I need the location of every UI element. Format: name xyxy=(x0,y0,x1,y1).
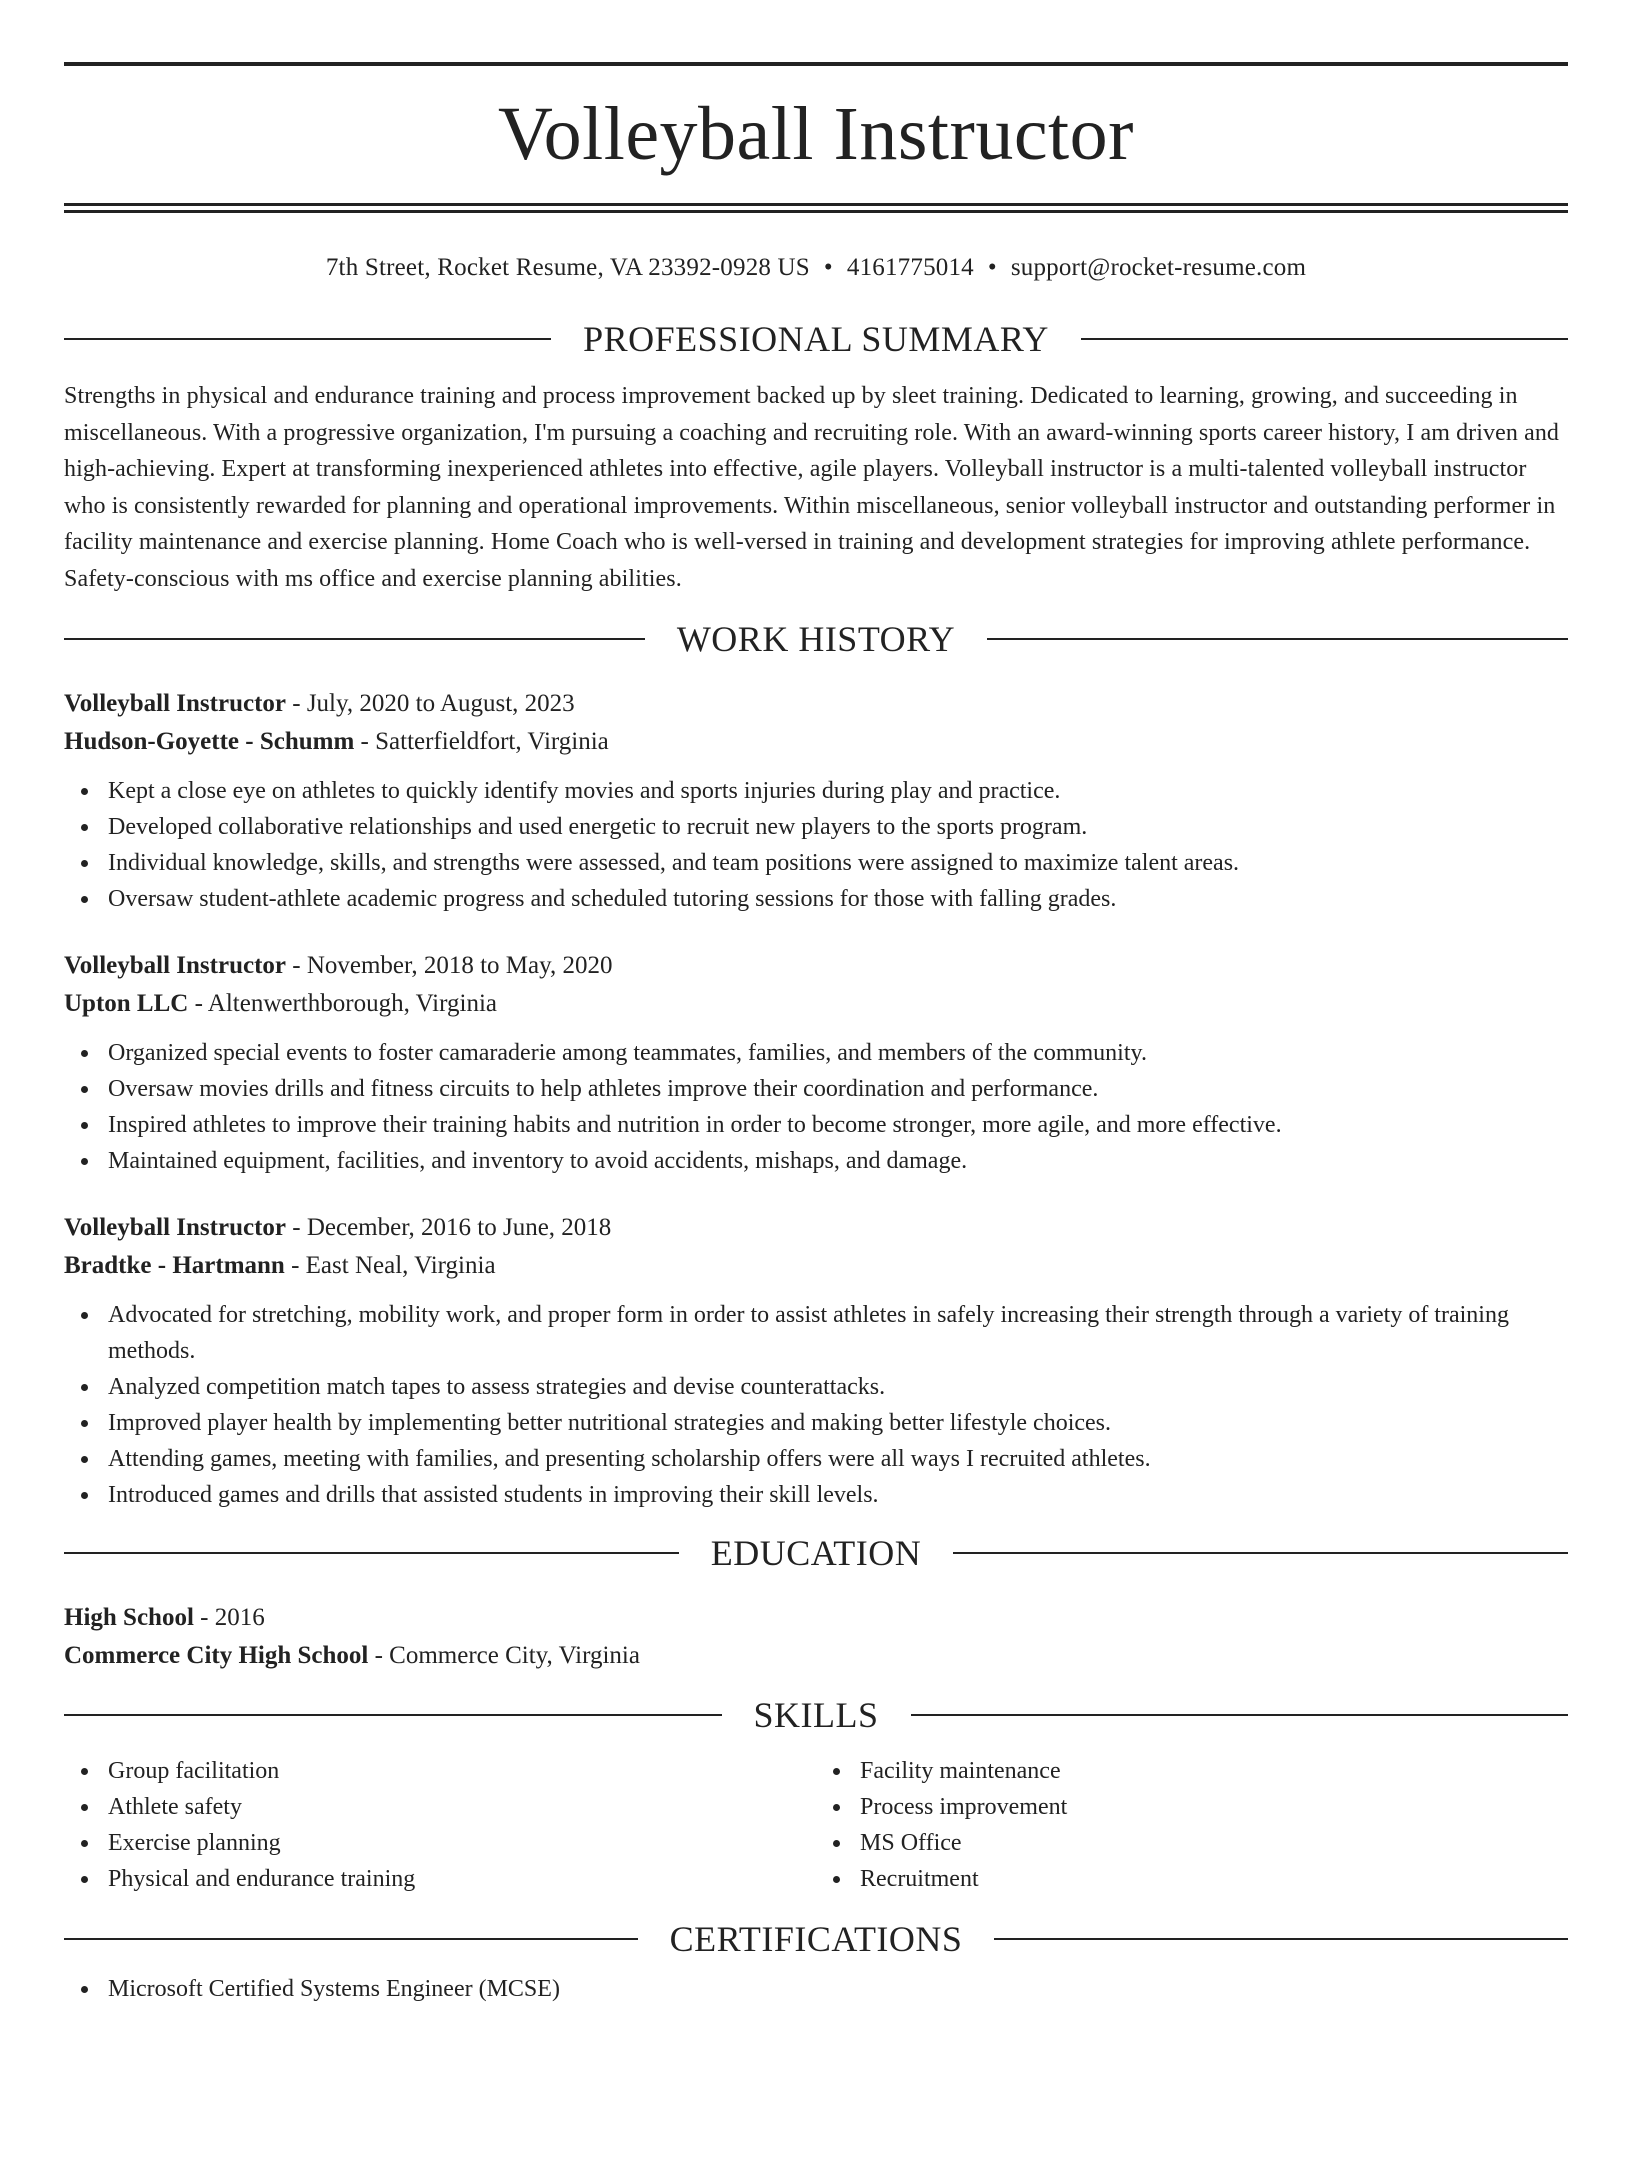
job-bullet: Advocated for stretching, mobility work, and proper form in order to assist athletes in safely increasing their strength through a variety of training methods. xyxy=(64,1297,1568,1369)
education-school-line xyxy=(64,1637,1568,1675)
job-title: Volleyball Instructor xyxy=(64,690,286,717)
section-divider xyxy=(994,1938,1568,1940)
contact-address: 7th Street, Rocket Resume, VA 23392-0928 US xyxy=(325,254,810,281)
education-year: - 2016 xyxy=(193,1604,265,1631)
job-bullet: Individual knowledge, skills, and strengths were assessed, and team positions were assigned to maximize talent areas. xyxy=(64,845,1568,881)
contact-separator: • xyxy=(823,254,833,281)
job-bullet: Organized special events to foster camaraderie among teammates, families, and members of the community. xyxy=(64,1035,1568,1071)
job-company: Upton LLC xyxy=(64,990,189,1017)
job-company-line xyxy=(64,1247,1568,1285)
summary-heading: PROFESSIONAL SUMMARY xyxy=(583,319,1049,359)
resume-name: Volleyball Instructor xyxy=(498,92,1134,176)
summary-text: Strengths in physical and endurance training and process improvement backed up by sleet training. Dedicated to learning, growing, and succeeding in miscellaneous. With a progressive organization, I'm pursuing a coaching and recruiting role. With an award-winning sports career history, I am driven and high-achieving. Expert at transforming inexperienced athletes into effective, agile players. Volleyball instructor is a multi-talented volleyball instructor who is consistently rewarded for planning and operational improvements. Within miscellaneous, senior volleyball instructor and outstanding performer in facility maintenance and exercise planning. Home Coach who is well-versed in training and development strategies for improving athlete performance. Safety-conscious with ms office and exercise planning abilities. xyxy=(64,383,1560,592)
skills-columns xyxy=(64,1753,1568,1897)
name-divider xyxy=(64,203,1568,213)
job-bullet: Oversaw movies drills and fitness circuits to help athletes improve their coordination and performance. xyxy=(64,1071,1568,1107)
job-title: Volleyball Instructor xyxy=(64,952,286,979)
section-divider xyxy=(64,1552,679,1554)
job-dates: - November, 2018 to May, 2020 xyxy=(286,952,613,979)
skills-left-list xyxy=(64,1753,816,1897)
job-title-line xyxy=(64,685,1568,723)
contact-separator: • xyxy=(987,254,997,281)
job-bullet: Introduced games and drills that assisted students in improving their skill levels. xyxy=(64,1477,1568,1513)
skill-item: Physical and endurance training xyxy=(64,1861,816,1897)
job-entry xyxy=(64,1209,1568,1513)
job-bullet: Oversaw student-athlete academic progress and scheduled tutoring sessions for those with falling grades. xyxy=(64,881,1568,917)
job-bullets xyxy=(64,1297,1568,1513)
summary-section-header xyxy=(64,319,1568,359)
work-section-header xyxy=(64,619,1568,659)
contact-phone: 4161775014 xyxy=(846,254,974,281)
skills-right-list xyxy=(816,1753,1568,1897)
job-dates: - July, 2020 to August, 2023 xyxy=(286,690,575,717)
job-bullet: Attending games, meeting with families, and presenting scholarship offers were all ways I recruited athletes. xyxy=(64,1441,1568,1477)
top-divider xyxy=(64,62,1568,66)
contact-email: support@rocket-resume.com xyxy=(1010,254,1307,281)
section-divider xyxy=(1081,338,1568,340)
education-degree: High School xyxy=(64,1604,194,1631)
skill-item: Exercise planning xyxy=(64,1825,816,1861)
job-bullet: Kept a close eye on athletes to quickly identify movies and sports injuries during play and practice. xyxy=(64,773,1568,809)
skills-section-header xyxy=(64,1695,1568,1735)
section-divider xyxy=(64,638,645,640)
section-divider xyxy=(64,1714,722,1716)
job-bullet: Analyzed competition match tapes to assess strategies and devise counterattacks. xyxy=(64,1369,1568,1405)
job-title-line xyxy=(64,1209,1568,1247)
job-entry xyxy=(64,685,1568,917)
job-entry xyxy=(64,947,1568,1179)
job-title: Volleyball Instructor xyxy=(64,1214,286,1241)
job-location: - Altenwerthborough, Virginia xyxy=(188,990,497,1017)
skill-item: MS Office xyxy=(816,1825,1568,1861)
contact-line xyxy=(64,253,1568,283)
job-bullets xyxy=(64,773,1568,917)
job-bullet: Inspired athletes to improve their training habits and nutrition in order to become stronger, more agile, and more effective. xyxy=(64,1107,1568,1143)
skill-item: Process improvement xyxy=(816,1789,1568,1825)
education-school: Commerce City High School xyxy=(64,1642,369,1669)
skill-item: Group facilitation xyxy=(64,1753,816,1789)
section-divider xyxy=(953,1552,1568,1554)
job-bullet: Maintained equipment, facilities, and inventory to avoid accidents, mishaps, and damage. xyxy=(64,1143,1568,1179)
job-bullets xyxy=(64,1035,1568,1179)
job-company: Bradtke - Hartmann xyxy=(64,1252,285,1279)
section-divider xyxy=(987,638,1568,640)
job-location: - Satterfieldfort, Virginia xyxy=(354,728,609,755)
job-bullet: Improved player health by implementing better nutritional strategies and making better lifestyle choices. xyxy=(64,1405,1568,1441)
education-section-header xyxy=(64,1533,1568,1573)
education-entry xyxy=(64,1599,1568,1675)
job-dates: - December, 2016 to June, 2018 xyxy=(286,1214,612,1241)
job-location: - East Neal, Virginia xyxy=(284,1252,496,1279)
skills-heading: SKILLS xyxy=(753,1695,879,1735)
education-location: - Commerce City, Virginia xyxy=(368,1642,640,1669)
section-divider xyxy=(64,1938,638,1940)
certification-item: Microsoft Certified Systems Engineer (MCSE) xyxy=(64,1971,1568,2007)
job-company: Hudson-Goyette - Schumm xyxy=(64,728,355,755)
skill-item: Recruitment xyxy=(816,1861,1568,1897)
section-divider xyxy=(64,338,551,340)
job-bullet: Developed collaborative relationships and used energetic to recruit new players to the sports program. xyxy=(64,809,1568,845)
certifications-list xyxy=(64,1971,1568,2007)
certifications-section-header xyxy=(64,1919,1568,1959)
certifications-heading: CERTIFICATIONS xyxy=(669,1919,963,1959)
resume-page xyxy=(0,62,1632,2174)
job-title-line xyxy=(64,947,1568,985)
section-divider xyxy=(911,1714,1569,1716)
job-company-line xyxy=(64,723,1568,761)
skill-item: Athlete safety xyxy=(64,1789,816,1825)
education-heading: EDUCATION xyxy=(710,1533,922,1573)
education-degree-line xyxy=(64,1599,1568,1637)
skill-item: Facility maintenance xyxy=(816,1753,1568,1789)
work-heading: WORK HISTORY xyxy=(676,619,956,659)
job-company-line xyxy=(64,985,1568,1023)
